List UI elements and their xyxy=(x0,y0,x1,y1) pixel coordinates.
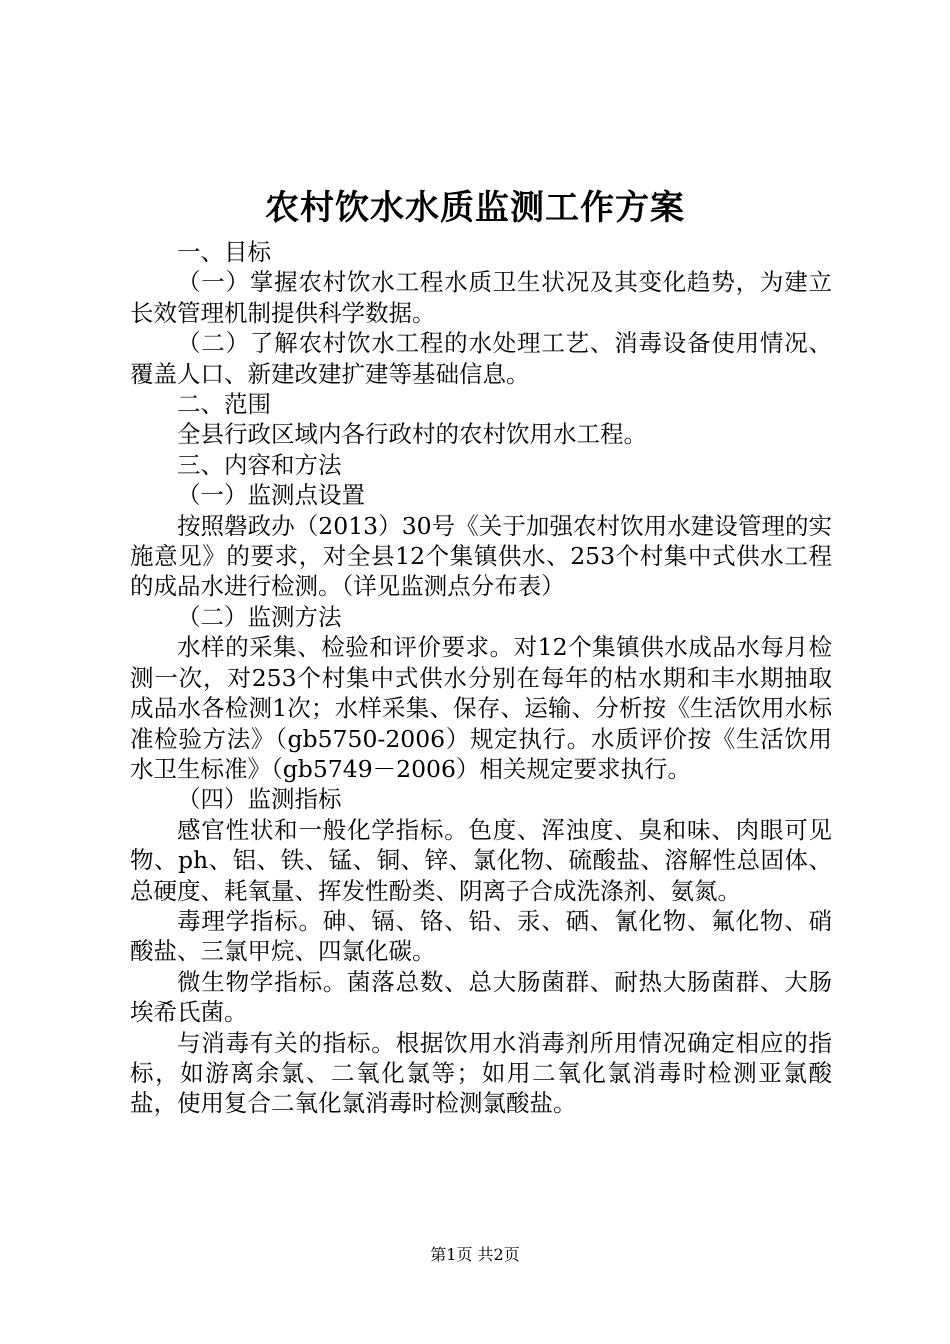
heading-objectives: 一、目标 xyxy=(177,238,271,266)
document-body xyxy=(130,237,832,1119)
heading-scope: 二、范围 xyxy=(177,390,271,419)
paragraph-disinfection: 与消毒有关的指标。根据饮用水消毒剂所用情况确定相应的指标，如游离余氯、二氧化氯等；如用二氧化氯消毒时检测亚氯酸盐，使用复合二氧化氯消毒时检测氯酸盐。 xyxy=(130,1028,832,1118)
paragraph-microbiology: 微生物学指标。菌落总数、总大肠菌群、耐热大肠菌群、大肠埃希氏菌。 xyxy=(130,967,832,1027)
document-title: 农村饮水水质监测工作方案 xyxy=(265,188,685,228)
paragraph-monitoring-method: 水样的采集、检验和评价要求。对12个集镇供水成品水每月检测一次，对253个村集中式供水分别在每年的枯水期和丰水期抽取成品水各检测1次；水样采集、保存、运输、分析按《生活饮用水标准检验方法》（gb5750-2006）规定执行。水质评价按《生活饮用水卫生标准》（gb5749－2006）相关规定要求执行。 xyxy=(130,633,832,783)
paragraph-monitoring-points: 按照磐政办（2013）30号《关于加强农村饮用水建设管理的实施意见》的要求，对全县12个集镇供水、253个村集中式供水工程的成品水进行检测。（详见监测点分布表） xyxy=(130,511,832,601)
subheading-monitoring-method: （二）监测方法 xyxy=(177,602,342,631)
paragraph-toxicology: 毒理学指标。砷、镉、铬、铅、汞、硒、氰化物、氟化物、硝酸盐、三氯甲烷、四氯化碳。 xyxy=(130,906,832,966)
subheading-monitoring-indicators: （四）监测指标 xyxy=(177,785,342,814)
paragraph-scope: 全县行政区域内各行政村的农村饮用水工程。 xyxy=(177,420,647,449)
paragraph-objective-1: （一）掌握农村饮水工程水质卫生状况及其变化趋势，为建立长效管理机制提供科学数据。 xyxy=(130,268,832,327)
heading-content-methods: 三、内容和方法 xyxy=(177,450,342,479)
paragraph-sensory-chemical: 感官性状和一般化学指标。色度、浑浊度、臭和味、肉眼可见物、ph、铝、铁、锰、铜、锌、氯化物、硫酸盐、溶解性总固体、总硬度、耗氧量、挥发性酚类、阴离子合成洗涤剂、氨氮。 xyxy=(130,815,832,905)
subheading-monitoring-points: （一）监测点设置 xyxy=(177,481,365,510)
paragraph-objective-2: （二）了解农村饮水工程的水处理工艺、消毒设备使用情况、覆盖人口、新建改建扩建等基础信息。 xyxy=(130,329,832,388)
page-number: 第1页 共2页 xyxy=(430,1245,520,1264)
